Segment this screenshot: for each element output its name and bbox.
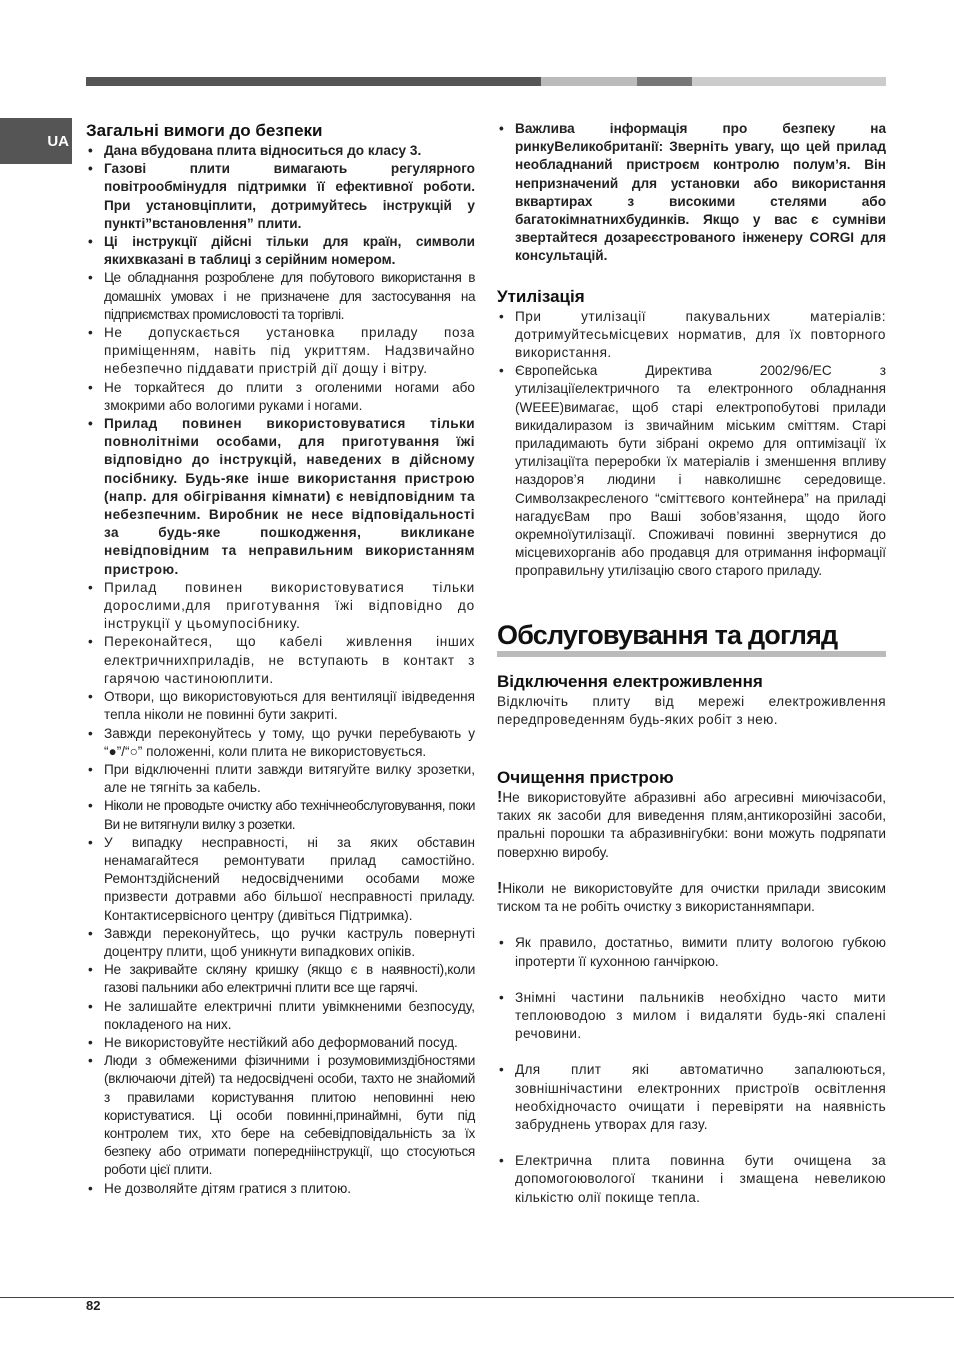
safety-item: • Прилад повинен використовуватися тільки повнолітніми особами, для приготування їжі відповідно до інструкцій, наведених в дійсному посібнику. Будь-яке інше використання пристрою (напр. для обігрівання кімнати) є невідповідним та небезпечним. Виробник не несе відповідальності за будь-яке пошкодження, викликане невідповідним та неправильним використанням пристрою. [86,415,475,579]
cleaning-item: • Електрична плита повинна бути очищена за допомогоювологої тканини і змащена невеликою кількістю олії покище тепла. [497,1152,886,1207]
uk-safety-item: • Важлива інформація про безпеку на ринкуВеликобританії: Зверніть увагу, що цей прилад необладнаний пристроєм контролю полум’я. Він непризначений для установки або використання вквартирах з високими стелями або багатокімнатнихбудинків. Якщо у вас є сумніви звертайтеся дозареєстрованого інженеру CORGI для консультацій. [497,120,886,266]
header-bar-light-end [692,77,886,86]
warning-1-text: Не використовуйте абразивні або агресивні миючізасоби, таких як засоби для виведення плям,антикорозійні засоби, пральні порошки та абразивнігубки: вони можуть подряпати поверхню виробу. [497,790,886,860]
safety-item: • Не закривайте скляну кришку (якщо є в наявності),коли газові пальники або електричні плити все ще гарячі. [86,961,475,997]
header-bar-mid [637,77,692,86]
safety-item: • Не допускається установка приладу поза приміщенням, навіть під укриттям. Надзвичайно небезпечно піддавати пристрій дії дощу і вітру. [86,324,475,379]
safety-item: • Завжди переконуйтесь у тому, що ручки перебувають у “●”/“○” положенні, коли плита не використовується. [86,725,475,761]
cleaning-item: • Для плит які автоматично запалюються, зовнішнічастини електронних пристроїв освітлення необхідночасто очищати і перевіряти на наявність забруднень утворах для газу. [497,1061,886,1134]
safety-item: • Не використовуйте нестійкий або деформований посуд. [86,1034,475,1052]
safety-item: • Ці інструкції дійсні тільки для країн, символи якихвказані в таблиці з серійним номером. [86,233,475,269]
safety-list [86,142,475,1198]
disposal-list [497,308,886,581]
safety-item: • Переконайтеся, що кабелі живлення інших електричнихприладів, не вступають в контакт з гарячою частиноюплити. [86,633,475,688]
safety-item: • Ніколи не проводьте очистку або технічнеобслуговування, поки Ви не витягнули вилку з розетки. [86,797,475,833]
warning-icon: ! [497,789,503,807]
safety-item: • Не дозволяйте дітям гратися з плитою. [86,1180,475,1198]
safety-item: • Прилад повинен використовуватися тільки дорослими,для приготування їжі відповідно до інструкції у цьомупосібнику. [86,579,475,634]
header-bar-dark [86,77,541,86]
safety-item: • При відключенні плити завжди витягуйте вилку зрозетки, але не тягніть за кабель. [86,761,475,797]
footer-rule [0,1297,954,1298]
disposal-item: • При утилізації пакувальних матеріалів: дотримуйтесьмісцевих норматив, для їх повторного використання. [497,308,886,363]
language-tab: UA [0,118,72,164]
cleaning-warning-2 [497,880,886,916]
disposal-item: • Європейська Директива 2002/96/EC з утилізаціїелектричного та електронного обладнання (WEEE)вимагає, щоб старі електропобутові прилади викидалиразом із звичайним міським сміттям. Старі приладимають бути зібрані окремо для оптимізації їх утилізаціїта переробки їх матеріалів і зменшення впливу наздоров’я людини і навколишнє середовище. Символзакресленого “сміттєвого контейнера” на приладі нагадуєВам про Ваші зобов’язання, щодо його окремноїутилізації. Споживачі повинні звернутися до місцевихорганів або продавця для отримання інформації проправильну утилізацію свого старого приладу. [497,362,886,580]
header-bar-light [541,77,637,86]
left-column [86,120,475,1198]
disposal-title: Утилізація [497,286,585,306]
right-column [497,120,886,1207]
power-off-text: Відключіть плиту від мережі електроживлення передпроведенням будь-яких робіт з нею. [497,693,886,727]
uk-info-list [497,120,886,266]
safety-item: • Газові плити вимагають регулярного повітрообмінудля підтримки її ефективної роботи. При установціплити, дотримуйтесь інструкцій у пункті”встановлення” плити. [86,160,475,233]
safety-title: Загальні вимоги до безпеки [86,121,323,140]
cleaning-item: • Як правило, достатньо, вимити плиту вологою губкою іпротерти її кухонною ганчіркою. [497,934,886,970]
cleaning-title: Очищення пристрою [497,768,674,788]
safety-item: • Не торкайтеся до плити з оголеними ногами або змокрими або вологими руками і ногами. [86,379,475,415]
cleaning-warning-1 [497,789,886,862]
warning-2-text: Ніколи не використовуйте для очистки прилади звисоким тиском та не робіть очистку з використаннямпари. [497,880,886,915]
safety-item: • Це обладнання розроблене для побутового використання в домашніх умовах і не призначене для застосування на підприємствах промисловості та торгівлі. [86,269,475,324]
maintenance-title: Обслуговування та догляд [497,619,886,657]
cleaning-list [497,934,886,1206]
warning-icon: ! [497,879,503,897]
power-off-title: Відключення електроживлення [497,671,763,691]
safety-item: • У випадку несправності, ні за яких обставин ненамагайтеся ремонтувати прилад самостійно. Ремонтздійснений недосвідченими особами може призвести дотравми або більшої несправності приладу. Контактисервісного центру (дивіться Підтримка). [86,834,475,925]
cleaning-item: • Знімні частини пальників необхідно часто мити теплоюводою з милом і видаляти будь-які спалені речовини. [497,989,886,1044]
safety-item: • Завжди переконуйтесь, що ручки каструль повернуті доцентру плити, щоб уникнути випадкових опіків. [86,925,475,961]
safety-item: • Отвори, що використовуються для вентиляції івідведення тепла ніколи не повинні бути закриті. [86,688,475,724]
safety-item: • Не залишайте електричні плити увімкненими безпосуду, покладеного на них. [86,998,475,1034]
page-number: 82 [86,1298,101,1313]
safety-item: • Дана вбудована плита відноситься до класу 3. [86,142,475,160]
safety-item: • Люди з обмеженими фізичними і розумовимиздібностями (включаючи дітей) та недосвідчені особи, тахто не знайомий з правилами користування плитою неповинні нею користуватися. Ці особи повинні,принаймні, бути під контролем тих, хто бере на себевідповідальність за їх безпеку або отримати попередніінструкції, що стосуються роботи цієї плити. [86,1052,475,1179]
